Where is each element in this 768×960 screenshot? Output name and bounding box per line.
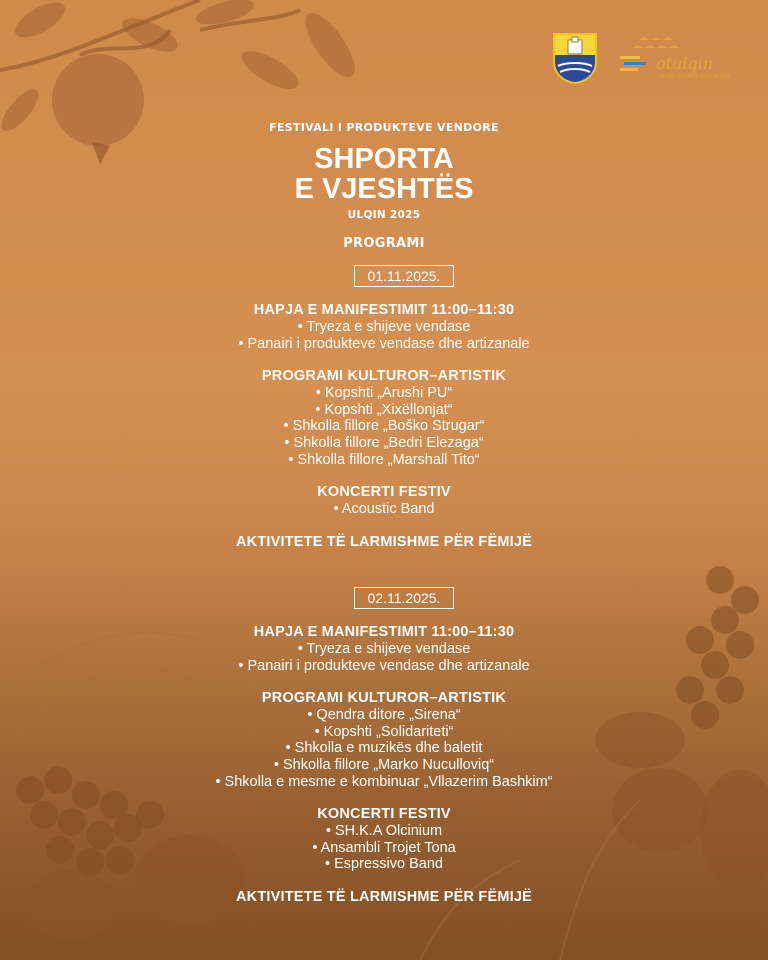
concert-heading: KONCERTI FESTIV [317,806,451,823]
list-item: • Shkolla e mesme e kombinuar „Vllazerim Bashkim“ [215,773,553,790]
list-item: • Panairi i produkteve vendase dhe artizanale [238,335,530,352]
list-item: • Ansambli Trojet Tona [312,839,456,856]
title-line-1: SHPORTA [314,143,454,175]
list-item: • Shkolla fillore „Boško Strugar“ [283,418,485,435]
culture-heading: PROGRAMI KULTUROR–ARTISTIK [261,690,507,707]
kids-activities-line: AKTIVITETE TË LARMISHME PËR FËMIJË [235,888,532,905]
list-item: • Qendra ditore „Sirena“ [307,707,461,724]
list-item: • Shkolla fillore „Marshall Tito“ [288,451,480,468]
date-badge-day-1: 01.11.2025. [354,265,454,287]
list-item: • Shkolla fillore „Bedri Elezaga“ [284,434,484,451]
list-item: • Kopshti „Solidariteti“ [314,723,454,740]
culture-heading: PROGRAMI KULTUROR–ARTISTIK [261,368,507,385]
date-badge-day-2: 02.11.2025. [354,587,454,609]
title-line-2: E VJESHTËS [294,173,474,205]
brand-name: otulqin [656,54,714,73]
list-item: • Espressivo Band [325,856,443,873]
list-item: • Shkolla fillore „Marko Nuculloviq“ [273,756,495,773]
brand-logo [616,32,742,88]
page-title [0,144,768,204]
day-2-schedule [0,624,768,906]
list-item: • Shkolla e muzikës dhe baletit [285,740,483,757]
list-item: • Kopshti „Arushi PU“ [315,385,453,402]
program-label: PROGRAMI [343,236,425,251]
event-year: ULQIN 2025 [347,209,421,221]
list-item: • Tryeza e shijeve vendase [297,319,471,335]
festival-kicker: FESTIVALI I PRODUKTEVE VENDORE [269,121,499,134]
list-item: • Tryeza e shijeve vendase [297,641,471,657]
partner-logos [552,32,742,88]
list-item: • Kopshti „Xixëllonjat“ [315,401,453,418]
kids-activities-line: AKTIVITETE TË LARMISHME PËR FËMIJË [235,533,532,550]
opening-heading: HAPJA E MANIFESTIMIT 11:00–11:30 [253,624,515,640]
opening-heading: HAPJA E MANIFESTIMIT 11:00–11:30 [253,302,515,318]
brand-subtitle: organizata turistike [660,72,730,80]
list-item: • SH.K.A Olcinium [325,823,443,840]
concert-heading: KONCERTI FESTIV [317,484,451,501]
crest-icon [552,32,598,84]
list-item: • Panairi i produkteve vendase dhe artizanale [238,657,530,674]
day-1-schedule [0,302,768,551]
list-item: • Acoustic Band [333,501,435,518]
